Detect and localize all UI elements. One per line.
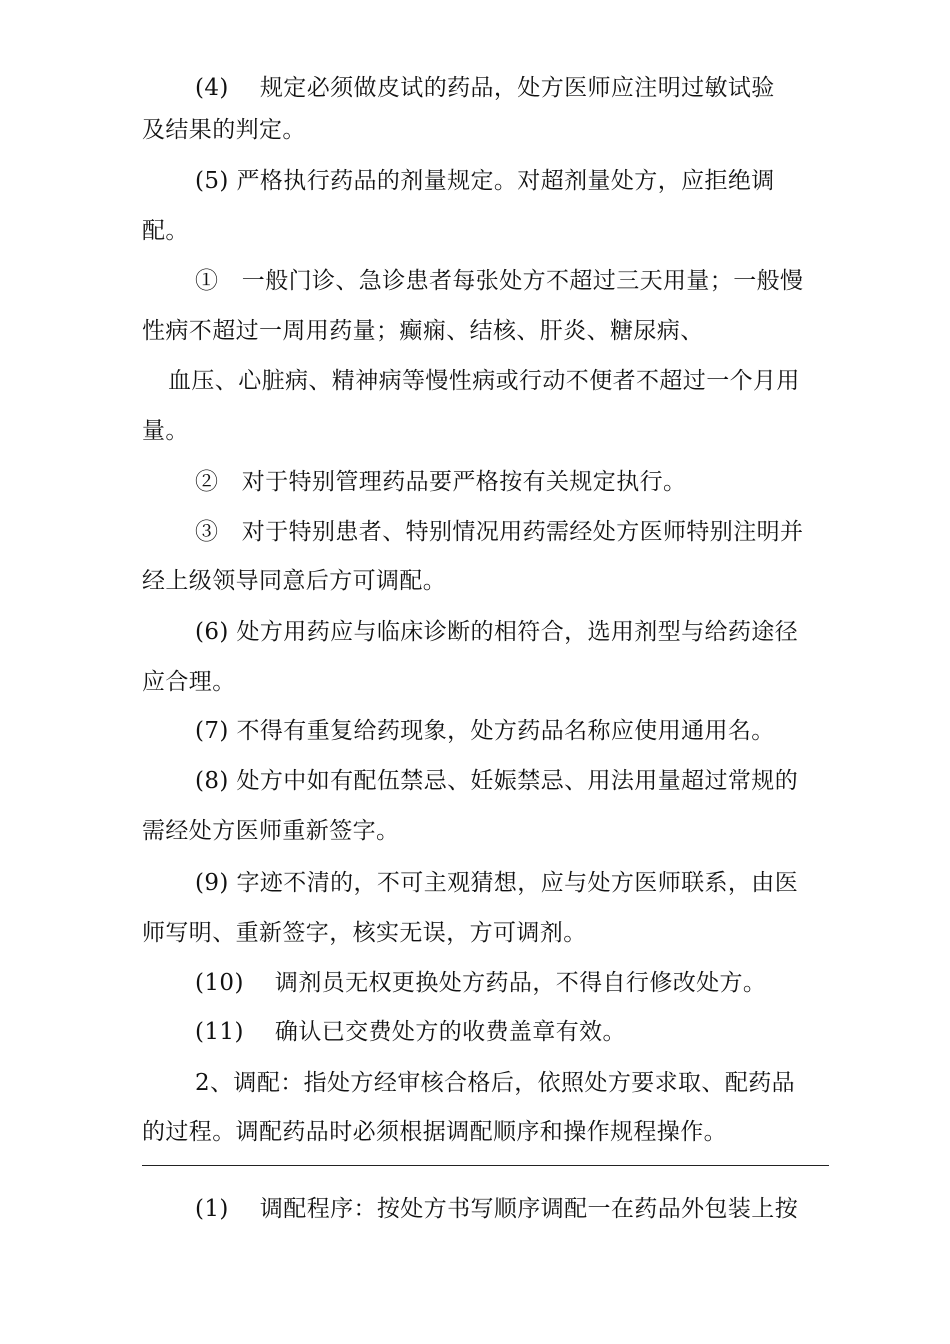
text-line: 2、调配：指处方经审核合格后，依照处方要求取、配药品 <box>195 1070 796 1096</box>
text-line: ② 对于特别管理药品要严格按有关规定执行。 <box>195 469 687 495</box>
text-line: 及结果的判定。 <box>142 117 306 143</box>
text-line: (1) 调配程序：按处方书写顺序调配一在药品外包装上按 <box>195 1196 799 1222</box>
text-line: (4) 规定必须做皮试的药品，处方医师应注明过敏试验 <box>195 75 775 101</box>
text-line: 的过程。调配药品时必须根据调配顺序和操作规程操作。 <box>142 1119 727 1145</box>
text-line: ③ 对于特别患者、特别情况用药需经处方医师特别注明并 <box>195 519 804 545</box>
text-line: (5) 严格执行药品的剂量规定。对超剂量处方，应拒绝调 <box>195 168 775 194</box>
text-line: (10) 调剂员无权更换处方药品，不得自行修改处方。 <box>195 970 767 996</box>
text-line: 配。 <box>142 218 189 244</box>
text-line: 应合理。 <box>142 669 236 695</box>
text-line: 性病不超过一周用药量；癫痫、结核、肝炎、糖尿病、 <box>142 318 704 344</box>
text-line: 量。 <box>142 418 189 444</box>
text-line: 需经处方医师重新签字。 <box>142 818 400 844</box>
text-line: 师写明、重新签字，核实无误，方可调剂。 <box>142 920 587 946</box>
text-line: (7) 不得有重复给药现象，处方药品名称应使用通用名。 <box>195 718 775 744</box>
text-line: (9) 字迹不清的，不可主观猜想，应与处方医师联系，由医 <box>195 870 799 896</box>
text-line: 血压、心脏病、精神病等慢性病或行动不便者不超过一个月用 <box>168 368 800 394</box>
text-line: 经上级领导同意后方可调配。 <box>142 568 447 594</box>
text-line: (11) 确认已交费处方的收费盖章有效。 <box>195 1019 626 1045</box>
text-line: (8) 处方中如有配伍禁忌、妊娠禁忌、用法用量超过常规的 <box>195 768 799 794</box>
horizontal-divider <box>142 1165 829 1166</box>
text-line: (6) 处方用药应与临床诊断的相符合，选用剂型与给药途径 <box>195 619 799 645</box>
text-line: ① 一般门诊、急诊患者每张处方不超过三天用量；一般慢 <box>195 268 804 294</box>
